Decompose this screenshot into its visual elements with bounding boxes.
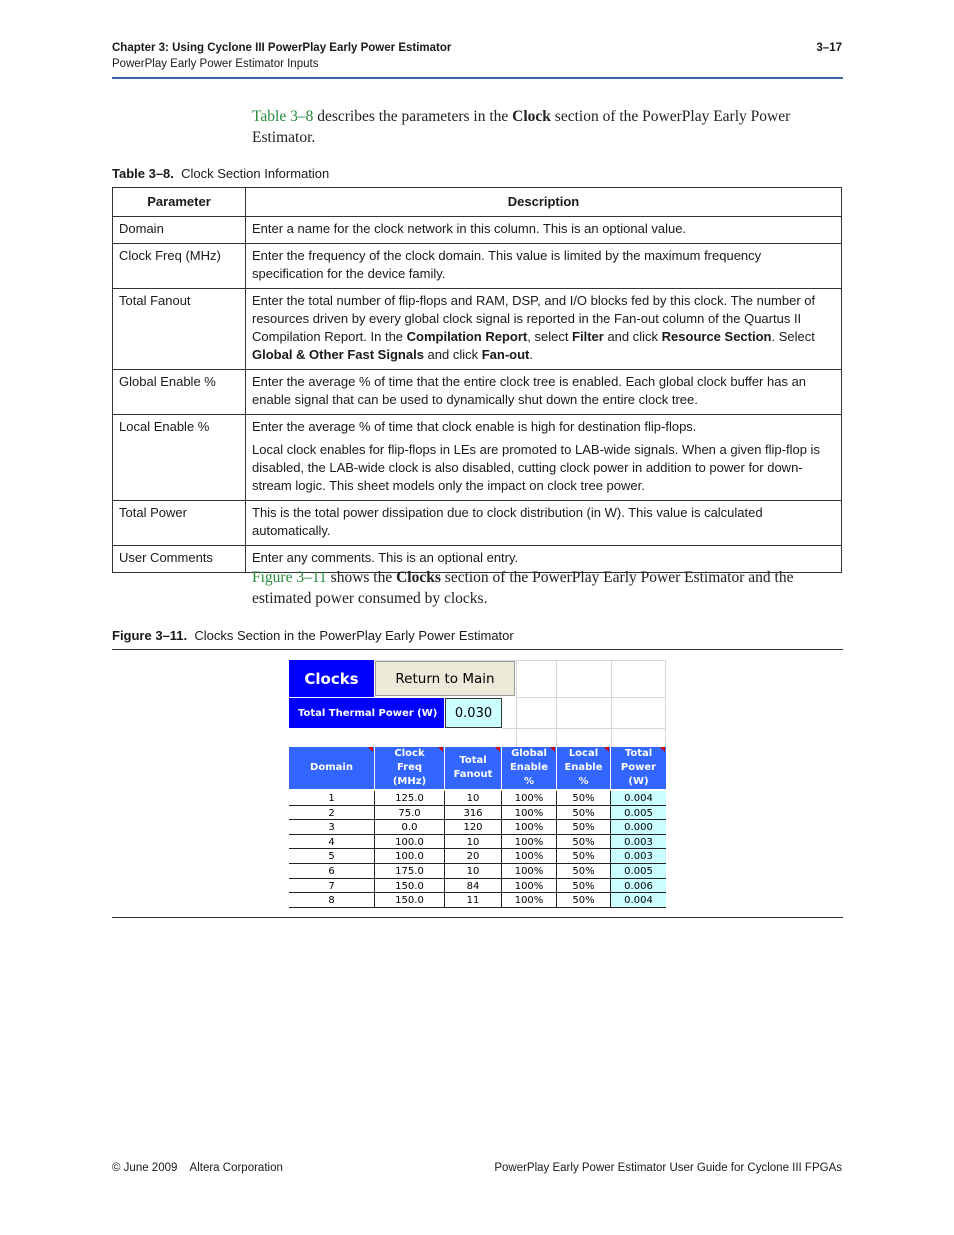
footer-copyright: © June 2009 Altera Corporation bbox=[112, 1162, 283, 1174]
figure-rule-bottom bbox=[112, 917, 843, 918]
clock-freq-cell[interactable]: 175.0 bbox=[375, 864, 445, 879]
local-enable-cell[interactable]: 50% bbox=[557, 806, 611, 821]
table-row bbox=[113, 370, 842, 415]
global-enable-cell[interactable]: 100% bbox=[502, 864, 557, 879]
figure-intro-text: shows the bbox=[326, 569, 397, 586]
total-fanout-cell[interactable]: 11 bbox=[445, 893, 502, 908]
param-cell: Global Enable % bbox=[113, 370, 246, 415]
total-power-cell[interactable]: 0.003 bbox=[611, 835, 666, 850]
page-number: 3–17 bbox=[816, 42, 842, 54]
total-fanout-cell[interactable]: 120 bbox=[445, 820, 502, 835]
sheet-row bbox=[289, 849, 666, 864]
table-header-row bbox=[113, 188, 842, 217]
comment-marker-icon bbox=[660, 747, 665, 752]
total-fanout-cell[interactable]: 10 bbox=[445, 835, 502, 850]
sheet-row bbox=[289, 864, 666, 879]
sheet-row bbox=[289, 806, 666, 821]
sheet-row bbox=[289, 820, 666, 835]
total-fanout-cell[interactable]: 10 bbox=[445, 791, 502, 806]
clocks-spreadsheet bbox=[289, 660, 666, 908]
param-cell: Domain bbox=[113, 217, 246, 244]
column-header-parameter: Parameter bbox=[113, 188, 246, 217]
domain-cell[interactable]: 5 bbox=[289, 849, 375, 864]
domain-cell[interactable]: 1 bbox=[289, 791, 375, 806]
col-header-global-enable: Global Enable % bbox=[502, 747, 557, 789]
sheet-row bbox=[289, 879, 666, 894]
local-enable-cell[interactable]: 50% bbox=[557, 864, 611, 879]
col-header-total-fanout: Total Fanout bbox=[445, 747, 502, 789]
comment-marker-icon bbox=[495, 747, 500, 752]
desc-paragraph: Enter the average % of time that clock enable is high for destination flip-flops. bbox=[252, 419, 697, 434]
clock-freq-cell[interactable]: 150.0 bbox=[375, 893, 445, 908]
running-header-chapter: Chapter 3: Using Cyclone III PowerPlay Early Power Estimator bbox=[112, 42, 452, 54]
col-header-local-enable: Local Enable % bbox=[557, 747, 611, 789]
total-power-cell[interactable]: 0.005 bbox=[611, 806, 666, 821]
clock-freq-cell[interactable]: 150.0 bbox=[375, 879, 445, 894]
col-header-domain: Domain bbox=[289, 747, 375, 789]
footer-title: PowerPlay Early Power Estimator User Guide for Cyclone III FPGAs bbox=[494, 1162, 842, 1174]
return-to-main-button[interactable]: Return to Main bbox=[375, 661, 515, 696]
global-enable-cell[interactable]: 100% bbox=[502, 820, 557, 835]
sheet-row bbox=[289, 893, 666, 908]
figure-caption bbox=[112, 628, 514, 643]
clock-freq-cell[interactable]: 125.0 bbox=[375, 791, 445, 806]
total-fanout-cell[interactable]: 84 bbox=[445, 879, 502, 894]
total-fanout-cell[interactable]: 316 bbox=[445, 806, 502, 821]
figure-link[interactable]: Figure 3–11 bbox=[252, 569, 327, 586]
desc-cell: Enter the total number of flip-flops and RAM, DSP, and I/O blocks fed by this clock. The number of resources driven by every global clock signal is reported in the Fan-out column of the Quartus II Compilation Report. In the Compilation Report, select Filter and click Resource Section. Select Global & Other Fast Signals and click Fan-out. bbox=[246, 289, 842, 370]
header-rule bbox=[112, 77, 843, 79]
table-row bbox=[113, 415, 842, 501]
domain-cell[interactable]: 7 bbox=[289, 879, 375, 894]
global-enable-cell[interactable]: 100% bbox=[502, 879, 557, 894]
intro-bold: Clock bbox=[512, 108, 551, 125]
figure-intro-text-end: section of the PowerPlay Early Power Estimator and the estimated power consumed by clocks. bbox=[252, 569, 794, 607]
intro-paragraph bbox=[252, 106, 844, 148]
total-power-cell[interactable]: 0.005 bbox=[611, 864, 666, 879]
domain-cell[interactable]: 2 bbox=[289, 806, 375, 821]
table-row bbox=[113, 217, 842, 244]
comment-marker-icon bbox=[550, 747, 555, 752]
desc-cell bbox=[246, 415, 842, 501]
clock-freq-cell[interactable]: 100.0 bbox=[375, 849, 445, 864]
figure-intro-bold: Clocks bbox=[396, 569, 441, 586]
local-enable-cell[interactable]: 50% bbox=[557, 791, 611, 806]
sheet-row bbox=[289, 791, 666, 806]
global-enable-cell[interactable]: 100% bbox=[502, 791, 557, 806]
grid-line bbox=[516, 660, 517, 747]
comment-marker-icon bbox=[438, 747, 443, 752]
param-cell: Clock Freq (MHz) bbox=[113, 244, 246, 289]
total-power-cell[interactable]: 0.006 bbox=[611, 879, 666, 894]
table-caption-title: Clock Section Information bbox=[173, 166, 330, 181]
table-row bbox=[113, 244, 842, 289]
col-header-clock-freq: Clock Freq (MHz) bbox=[375, 747, 445, 789]
figure-caption-title: Clocks Section in the PowerPlay Early Power Estimator bbox=[187, 628, 514, 643]
local-enable-cell[interactable]: 50% bbox=[557, 820, 611, 835]
total-fanout-cell[interactable]: 20 bbox=[445, 849, 502, 864]
param-cell: User Comments bbox=[113, 546, 246, 573]
grid-line bbox=[516, 697, 666, 698]
comment-marker-icon bbox=[604, 747, 609, 752]
local-enable-cell[interactable]: 50% bbox=[557, 893, 611, 908]
local-enable-cell[interactable]: 50% bbox=[557, 849, 611, 864]
table-caption bbox=[112, 166, 329, 181]
total-power-cell[interactable]: 0.003 bbox=[611, 849, 666, 864]
local-enable-cell[interactable]: 50% bbox=[557, 835, 611, 850]
domain-cell[interactable]: 8 bbox=[289, 893, 375, 908]
global-enable-cell[interactable]: 100% bbox=[502, 835, 557, 850]
total-power-cell[interactable]: 0.000 bbox=[611, 820, 666, 835]
grid-line bbox=[502, 728, 666, 729]
table-caption-label: Table 3–8. bbox=[112, 166, 174, 181]
domain-cell[interactable]: 6 bbox=[289, 864, 375, 879]
figure-rule-top bbox=[112, 649, 843, 650]
local-enable-cell[interactable]: 50% bbox=[557, 879, 611, 894]
desc-paragraph: Local clock enables for flip-flops in LEs are promoted to LAB-wide signals. When a given flip-flop is disabled, the LAB-wide clock is also disabled, cutting clock power in addition to power for down-stream logic. This sheet models only the impact on clock tree power. bbox=[252, 442, 820, 493]
column-header-description: Description bbox=[246, 188, 842, 217]
desc-cell: Enter any comments. This is an optional entry. bbox=[246, 546, 842, 573]
sheet-row bbox=[289, 835, 666, 850]
clock-freq-cell[interactable]: 0.0 bbox=[375, 820, 445, 835]
running-header-section: PowerPlay Early Power Estimator Inputs bbox=[112, 58, 319, 70]
figure-caption-label: Figure 3–11. bbox=[112, 628, 188, 643]
total-fanout-cell[interactable]: 10 bbox=[445, 864, 502, 879]
clock-freq-cell[interactable]: 100.0 bbox=[375, 835, 445, 850]
grid-line bbox=[556, 660, 557, 747]
table-link[interactable]: Table 3–8 bbox=[252, 108, 314, 125]
clocks-title: Clocks bbox=[289, 660, 374, 697]
total-power-cell[interactable]: 0.004 bbox=[611, 893, 666, 908]
desc-cell: Enter the frequency of the clock domain. This value is limited by the maximum frequency specification for the device family. bbox=[246, 244, 842, 289]
domain-cell[interactable]: 4 bbox=[289, 835, 375, 850]
total-power-cell[interactable]: 0.004 bbox=[611, 791, 666, 806]
global-enable-cell[interactable]: 100% bbox=[502, 806, 557, 821]
grid-line bbox=[611, 660, 612, 747]
table-row bbox=[113, 289, 842, 370]
param-cell: Local Enable % bbox=[113, 415, 246, 501]
intro-text: describes the parameters in the bbox=[313, 108, 513, 125]
table-row bbox=[113, 501, 842, 546]
figure-intro-paragraph bbox=[252, 567, 844, 609]
desc-cell: Enter a name for the clock network in this column. This is an optional value. bbox=[246, 217, 842, 244]
total-thermal-power-value: 0.030 bbox=[445, 698, 502, 728]
global-enable-cell[interactable]: 100% bbox=[502, 893, 557, 908]
col-header-total-power: Total Power (W) bbox=[611, 747, 666, 789]
clock-freq-cell[interactable]: 75.0 bbox=[375, 806, 445, 821]
param-cell: Total Fanout bbox=[113, 289, 246, 370]
comment-marker-icon bbox=[368, 747, 373, 752]
total-thermal-power-label: Total Thermal Power (W) bbox=[289, 698, 444, 728]
clock-section-table bbox=[112, 187, 842, 573]
domain-cell[interactable]: 3 bbox=[289, 820, 375, 835]
grid-line bbox=[665, 660, 666, 747]
intro-text-end: section of the PowerPlay Early Power Estimator. bbox=[252, 108, 791, 146]
param-cell: Total Power bbox=[113, 501, 246, 546]
desc-cell: This is the total power dissipation due to clock distribution (in W). This value is calculated automatically. bbox=[246, 501, 842, 546]
global-enable-cell[interactable]: 100% bbox=[502, 849, 557, 864]
desc-cell: Enter the average % of time that the entire clock tree is enabled. Each global clock buffer has an enable signal that can be used to dynamically shut down the entire clock tree. bbox=[246, 370, 842, 415]
